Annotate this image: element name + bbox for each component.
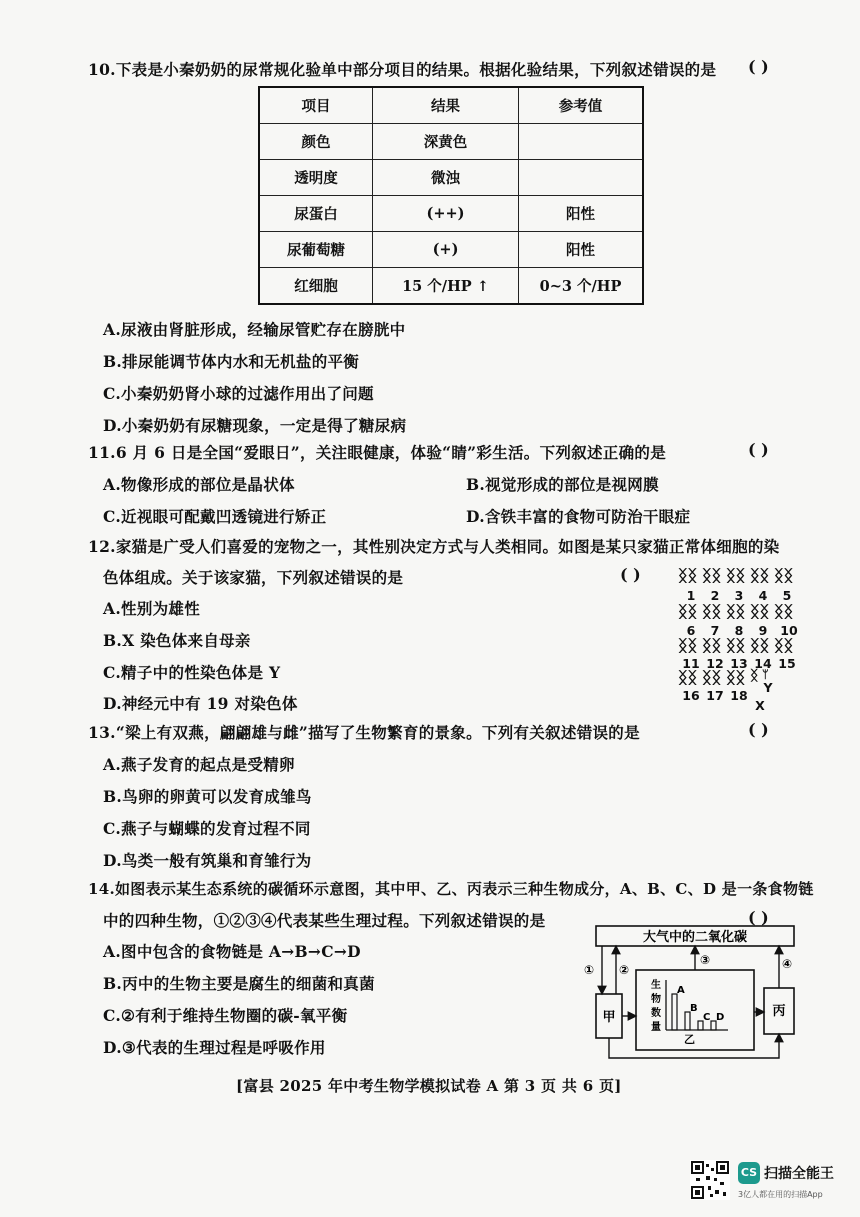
qr-code-icon xyxy=(690,1160,730,1200)
atmosphere-label: 大气中的二氧化碳 xyxy=(642,930,748,945)
table-cell: 颜色 xyxy=(259,124,373,160)
arrow-label-2: ② xyxy=(619,963,630,977)
q11-option-c: C.近视眼可配戴凹透镜进行矫正 xyxy=(103,507,327,526)
q14-stem-line2: 中的四种生物，①②③④代表某些生理过程。下列叙述错误的是 xyxy=(103,911,546,930)
carbon-cycle-diagram xyxy=(584,922,804,1068)
q14-option-b: B.丙中的生物主要是腐生的细菌和真菌 xyxy=(103,974,375,993)
arrow-label-4: ④ xyxy=(782,957,793,971)
q10-option-a: A.尿液由肾脏形成，经输尿管贮存在膀胱中 xyxy=(103,320,406,339)
chromosome-label: 17 xyxy=(706,688,724,703)
table-cell: 透明度 xyxy=(259,160,373,196)
chromosome-y-icon: ᛘ xyxy=(762,668,769,681)
table-row xyxy=(259,124,643,160)
table-cell: 深黄色 xyxy=(373,124,519,160)
ylabel-char: 数 xyxy=(651,1008,661,1019)
q14-answer-paren: ( ) xyxy=(748,908,769,927)
chromosome-label: 2 xyxy=(710,588,720,603)
chromosome-label: 8 xyxy=(734,623,744,638)
q10-lab-table xyxy=(258,86,644,305)
chromosome-pair-icon: ᛝᛝ xyxy=(678,566,698,585)
arrow-label-3: ③ xyxy=(700,953,711,967)
chromosome-label: 15 xyxy=(778,656,796,671)
q12-option-c: C.精子中的性染色体是 Y xyxy=(103,663,281,682)
chromosome-label: 12 xyxy=(706,656,724,671)
table-cell: 15 个/HP ↑ xyxy=(373,268,519,305)
bar-label-a: A xyxy=(677,985,685,996)
table-cell: (+) xyxy=(373,232,519,268)
chromosome-label: 3 xyxy=(734,588,744,603)
chromosome-pair-icon: ᛝᛝ xyxy=(678,602,698,621)
table-header-row xyxy=(259,87,643,124)
q13-option-d: D.鸟类一般有筑巢和育雏行为 xyxy=(103,851,312,870)
q12-answer-paren: ( ) xyxy=(620,565,641,584)
chromosome-pair-icon: ᛝᛝ xyxy=(726,636,746,655)
bar-label-c: C xyxy=(703,1012,711,1023)
q13-answer-paren: ( ) xyxy=(748,720,769,739)
chromosome-pair-icon: ᛝᛝ xyxy=(702,668,722,687)
bar-label-b: B xyxy=(690,1003,698,1014)
q12-option-a: A.性别为雄性 xyxy=(103,599,201,618)
chromosome-label: 11 xyxy=(682,656,700,671)
chromosome-pair-icon: ᛝᛝ xyxy=(702,602,722,621)
scanner-brand: 扫描全能王 xyxy=(764,1166,834,1182)
q10-option-c: C.小秦奶奶肾小球的过滤作用出了问题 xyxy=(103,384,374,403)
table-cell: 阳性 xyxy=(519,196,644,232)
bing-label: 丙 xyxy=(772,1004,786,1019)
table-cell xyxy=(519,160,644,196)
q11-stem: 11.6 月 6 日是全国“爱眼日”，关注眼健康，体验“睛”彩生活。下列叙述正确的是 xyxy=(88,443,666,462)
q12-stem-line2: 色体组成。关于该家猫，下列叙述错误的是 xyxy=(103,568,404,587)
chromosome-x-icon: ᛝ xyxy=(750,668,759,684)
q10-option-d: D.小秦奶奶有尿糖现象，一定是得了糖尿病 xyxy=(103,416,407,435)
bar-a xyxy=(672,994,677,1030)
table-cell xyxy=(519,124,644,160)
chromosome-pair-icon: ᛝᛝ xyxy=(702,636,722,655)
q10-stem: 10.下表是小秦奶奶的尿常规化验单中部分项目的结果。根据化验结果，下列叙述错误的是 xyxy=(88,60,717,79)
table-row xyxy=(259,268,643,305)
page-footer: [富县 2025 年中考生物学模拟试卷 A 第 3 页 共 6 页] xyxy=(236,1077,622,1095)
q12-option-d: D.神经元中有 19 对染色体 xyxy=(103,694,298,713)
table-cell: 尿蛋白 xyxy=(259,196,373,232)
table-cell: 红细胞 xyxy=(259,268,373,305)
ylabel-char: 生 xyxy=(651,980,661,991)
q11-answer-paren: ( ) xyxy=(748,440,769,459)
chromosome-label-x: X xyxy=(755,698,765,713)
scanner-logo-icon: CS xyxy=(738,1162,760,1184)
bars-group xyxy=(672,985,724,1030)
chromosome-pair-icon: ᛝᛝ xyxy=(750,566,770,585)
table-cell: 阳性 xyxy=(519,232,644,268)
chromosome-label: 4 xyxy=(758,588,768,603)
table-header: 参考值 xyxy=(519,87,644,124)
chromosome-pair-icon: ᛝᛝ xyxy=(726,602,746,621)
jia-label: 甲 xyxy=(602,1010,616,1025)
yi-label: 乙 xyxy=(684,1033,695,1046)
table-cell: 尿葡萄糖 xyxy=(259,232,373,268)
q13-option-a: A.燕子发育的起点是受精卵 xyxy=(103,755,295,774)
chromosome-label: 16 xyxy=(682,688,700,703)
q11-option-d: D.含铁丰富的食物可防治干眼症 xyxy=(466,507,691,526)
chromosome-pair-icon: ᛝᛝ xyxy=(726,566,746,585)
chromosome-pair-icon: ᛝᛝ xyxy=(702,566,722,585)
q13-option-c: C.燕子与蝴蝶的发育过程不同 xyxy=(103,819,311,838)
q11-option-b: B.视觉形成的部位是视网膜 xyxy=(466,475,659,494)
table-row xyxy=(259,232,643,268)
chromosome-pair-icon: ᛝᛝ xyxy=(774,602,794,621)
chromosome-label: 7 xyxy=(710,623,720,638)
chromosome-pair-icon: ᛝᛝ xyxy=(774,636,794,655)
chromosome-label-y: Y xyxy=(763,680,773,695)
chromosome-label: 13 xyxy=(730,656,748,671)
table-row xyxy=(259,160,643,196)
table-row xyxy=(259,196,643,232)
chromosome-pair-icon: ᛝᛝ xyxy=(678,636,698,655)
chromosome-label: 18 xyxy=(730,688,748,703)
q12-option-b: B.X 染色体来自母亲 xyxy=(103,631,251,650)
chromosome-label: 5 xyxy=(782,588,792,603)
bar-label-d: D xyxy=(716,1012,725,1023)
table-cell: 0~3 个/HP xyxy=(519,268,644,305)
ylabel-char: 物 xyxy=(651,994,661,1005)
table-cell: 微浊 xyxy=(373,160,519,196)
q13-option-b: B.鸟卵的卵黄可以发育成雏鸟 xyxy=(103,787,312,806)
q10-answer-paren: ( ) xyxy=(748,57,769,76)
table-cell: (++) xyxy=(373,196,519,232)
q14-option-c: C.②有利于维持生物圈的碳-氧平衡 xyxy=(103,1006,348,1025)
q14-option-d: D.③代表的生理过程是呼吸作用 xyxy=(103,1038,326,1057)
table-header: 项目 xyxy=(259,87,373,124)
q10-option-b: B.排尿能调节体内水和无机盐的平衡 xyxy=(103,352,360,371)
chromosome-pair-icon: ᛝᛝ xyxy=(726,668,746,687)
q14-option-a: A.图中包含的食物链是 A→B→C→D xyxy=(103,942,361,961)
chromosome-label: 6 xyxy=(686,623,696,638)
q13-stem: 13.“梁上有双燕，翩翩雄与雌”描写了生物繁育的景象。下列有关叙述错误的是 xyxy=(88,723,640,742)
bar-b xyxy=(685,1012,690,1030)
chromosome-label: 1 xyxy=(686,588,696,603)
chromosome-label: 9 xyxy=(758,623,768,638)
chromosome-pair-icon: ᛝᛝ xyxy=(750,636,770,655)
chromosome-pair-icon: ᛝᛝ xyxy=(678,668,698,687)
q14-stem-line1: 14.如图表示某生态系统的碳循环示意图，其中甲、乙、丙表示三种生物成分，A、B、C、D 是一条食物链 xyxy=(88,880,814,898)
chromosome-label: 10 xyxy=(780,623,798,638)
table-header: 结果 xyxy=(373,87,519,124)
chromosome-pair-icon: ᛝᛝ xyxy=(750,602,770,621)
chromosome-pair-icon: ᛝᛝ xyxy=(774,566,794,585)
chromosome-label: 14 xyxy=(754,656,772,671)
scanner-tagline: 3亿人都在用的扫描App xyxy=(738,1190,823,1199)
arrow-label-1: ① xyxy=(584,963,595,977)
q12-stem-line1: 12.家猫是广受人们喜爱的宠物之一，其性别决定方式与人类相同。如图是某只家猫正常体细胞的染 xyxy=(88,537,780,556)
q11-option-a: A.物像形成的部位是晶状体 xyxy=(103,475,295,494)
ylabel-char: 量 xyxy=(651,1022,661,1033)
